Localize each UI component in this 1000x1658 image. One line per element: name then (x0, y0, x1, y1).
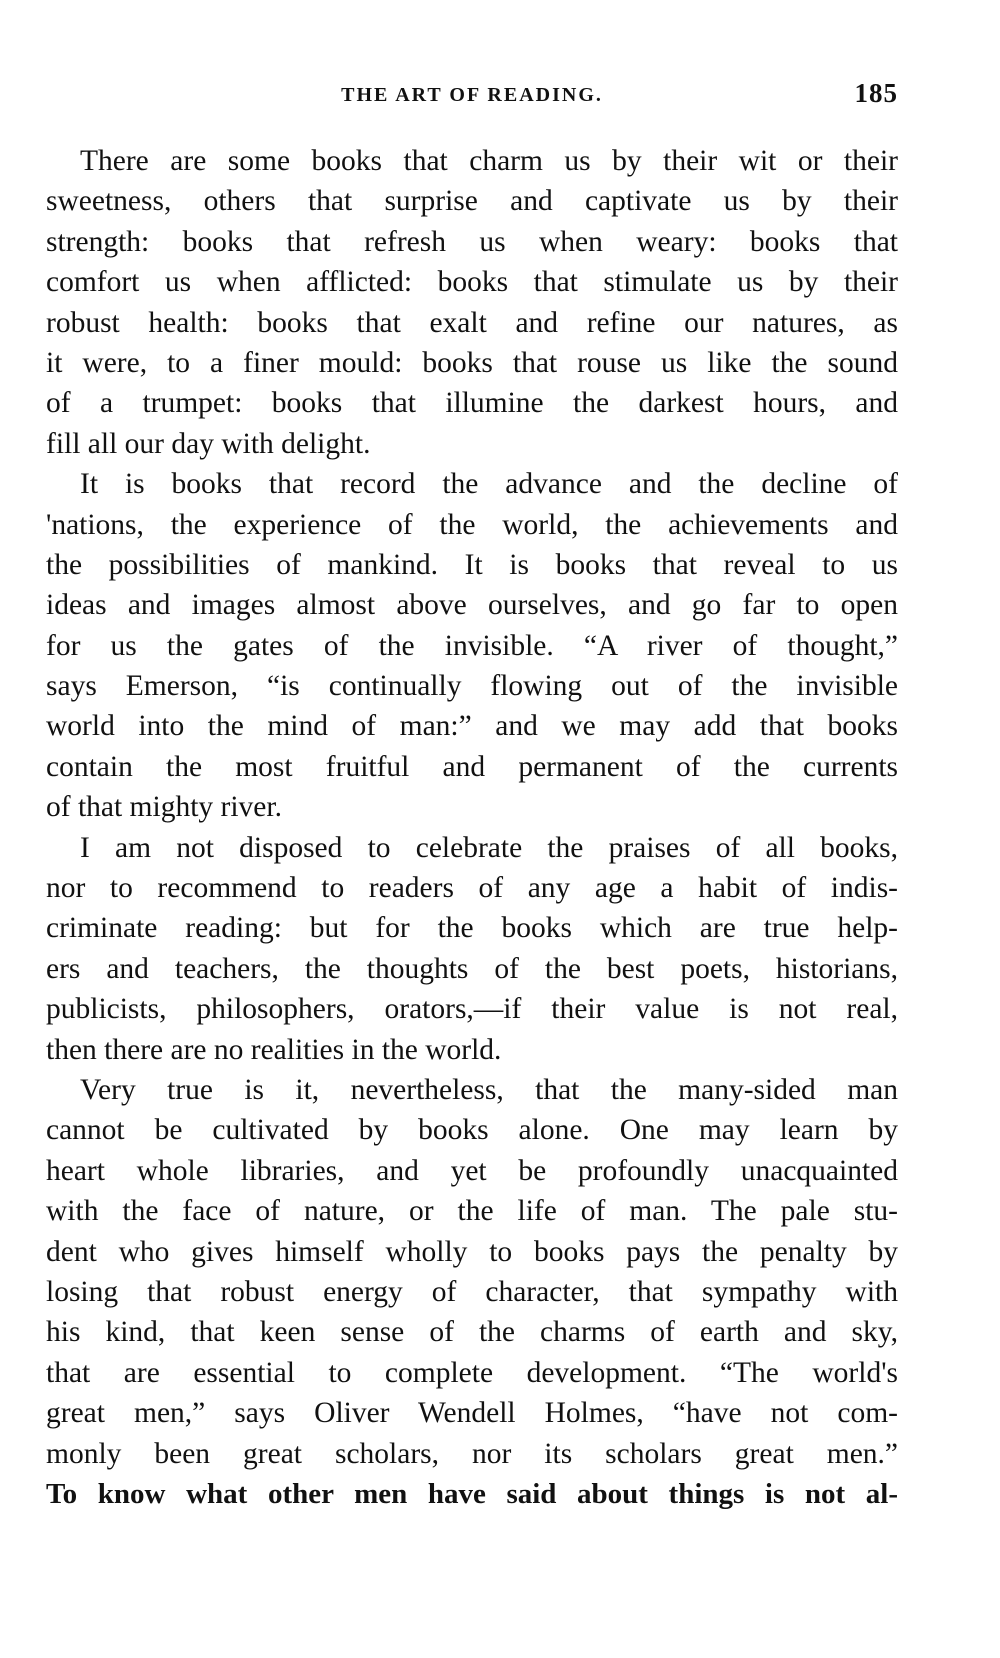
text-line: nor to recommend to readers of any age a habit of indis- (46, 872, 898, 905)
text-line: it were, to a finer mould: books that rouse us like the sound (46, 346, 898, 379)
text-line: monly been great scholars, nor its scholars great men.” (46, 1437, 898, 1470)
text-line: 'nations, the experience of the world, the achievements and (46, 508, 898, 541)
text-line: of that mighty river. (46, 791, 282, 824)
text-line: his kind, that keen sense of the charms of earth and sky, (46, 1316, 898, 1349)
text-line: world into the mind of man:” and we may add that books (46, 710, 898, 743)
paragraph-2 (46, 464, 898, 828)
text-line: great men,” says Oliver Wendell Holmes, “have not com- (46, 1397, 898, 1430)
text-line: dent who gives himself wholly to books pays the penalty by (46, 1235, 898, 1268)
text-line: ideas and images almost above ourselves, and go far to open (46, 589, 898, 622)
text-line: Very true is it, nevertheless, that the many-sided man (80, 1073, 898, 1106)
text-line: says Emerson, “is continually flowing out of the invisible (46, 670, 898, 703)
text-line: then there are no realities in the world. (46, 1033, 502, 1066)
text-line: with the face of nature, or the life of man. The pale stu- (46, 1195, 898, 1228)
text-line: comfort us when afflicted: books that stimulate us by their (46, 266, 898, 299)
text-line: strength: books that refresh us when weary: books that (46, 225, 898, 258)
text-line: robust health: books that exalt and refine our natures, as (46, 306, 898, 339)
text-line: To know what other men have said about things is not al- (46, 1477, 898, 1510)
text-line: publicists, philosophers, orators,—if their value is not real, (46, 993, 898, 1026)
text-line: I am not disposed to celebrate the praises of all books, (80, 831, 898, 864)
body-text (46, 141, 898, 1514)
paragraph-4 (46, 1070, 898, 1514)
text-line: ers and teachers, the thoughts of the best poets, historians, (46, 952, 898, 985)
text-line: contain the most fruitful and permanent of the currents (46, 750, 898, 783)
text-line: of a trumpet: books that illumine the darkest hours, and (46, 387, 898, 420)
text-line: fill all our day with delight. (46, 427, 371, 460)
text-line: sweetness, others that surprise and captivate us by their (46, 185, 898, 218)
text-line: It is books that record the advance and the decline of (80, 468, 898, 501)
text-line: losing that robust energy of character, that sympathy with (46, 1275, 898, 1308)
text-line: criminate reading: but for the books which are true help- (46, 912, 898, 945)
text-line: for us the gates of the invisible. “A river of thought,” (46, 629, 898, 662)
paragraph-3 (46, 828, 898, 1070)
page-number: 185 (854, 78, 898, 108)
page-header (46, 78, 898, 108)
paragraph-1 (46, 141, 898, 464)
running-title: THE ART OF READING. (341, 84, 603, 106)
text-line: that are essential to complete development. “The world's (46, 1356, 898, 1389)
text-line: cannot be cultivated by books alone. One may learn by (46, 1114, 898, 1147)
text-line: heart whole libraries, and yet be profoundly unacquainted (46, 1154, 898, 1187)
text-line: There are some books that charm us by their wit or their (80, 145, 898, 177)
text-line: the possibilities of mankind. It is books that reveal to us (46, 548, 898, 581)
